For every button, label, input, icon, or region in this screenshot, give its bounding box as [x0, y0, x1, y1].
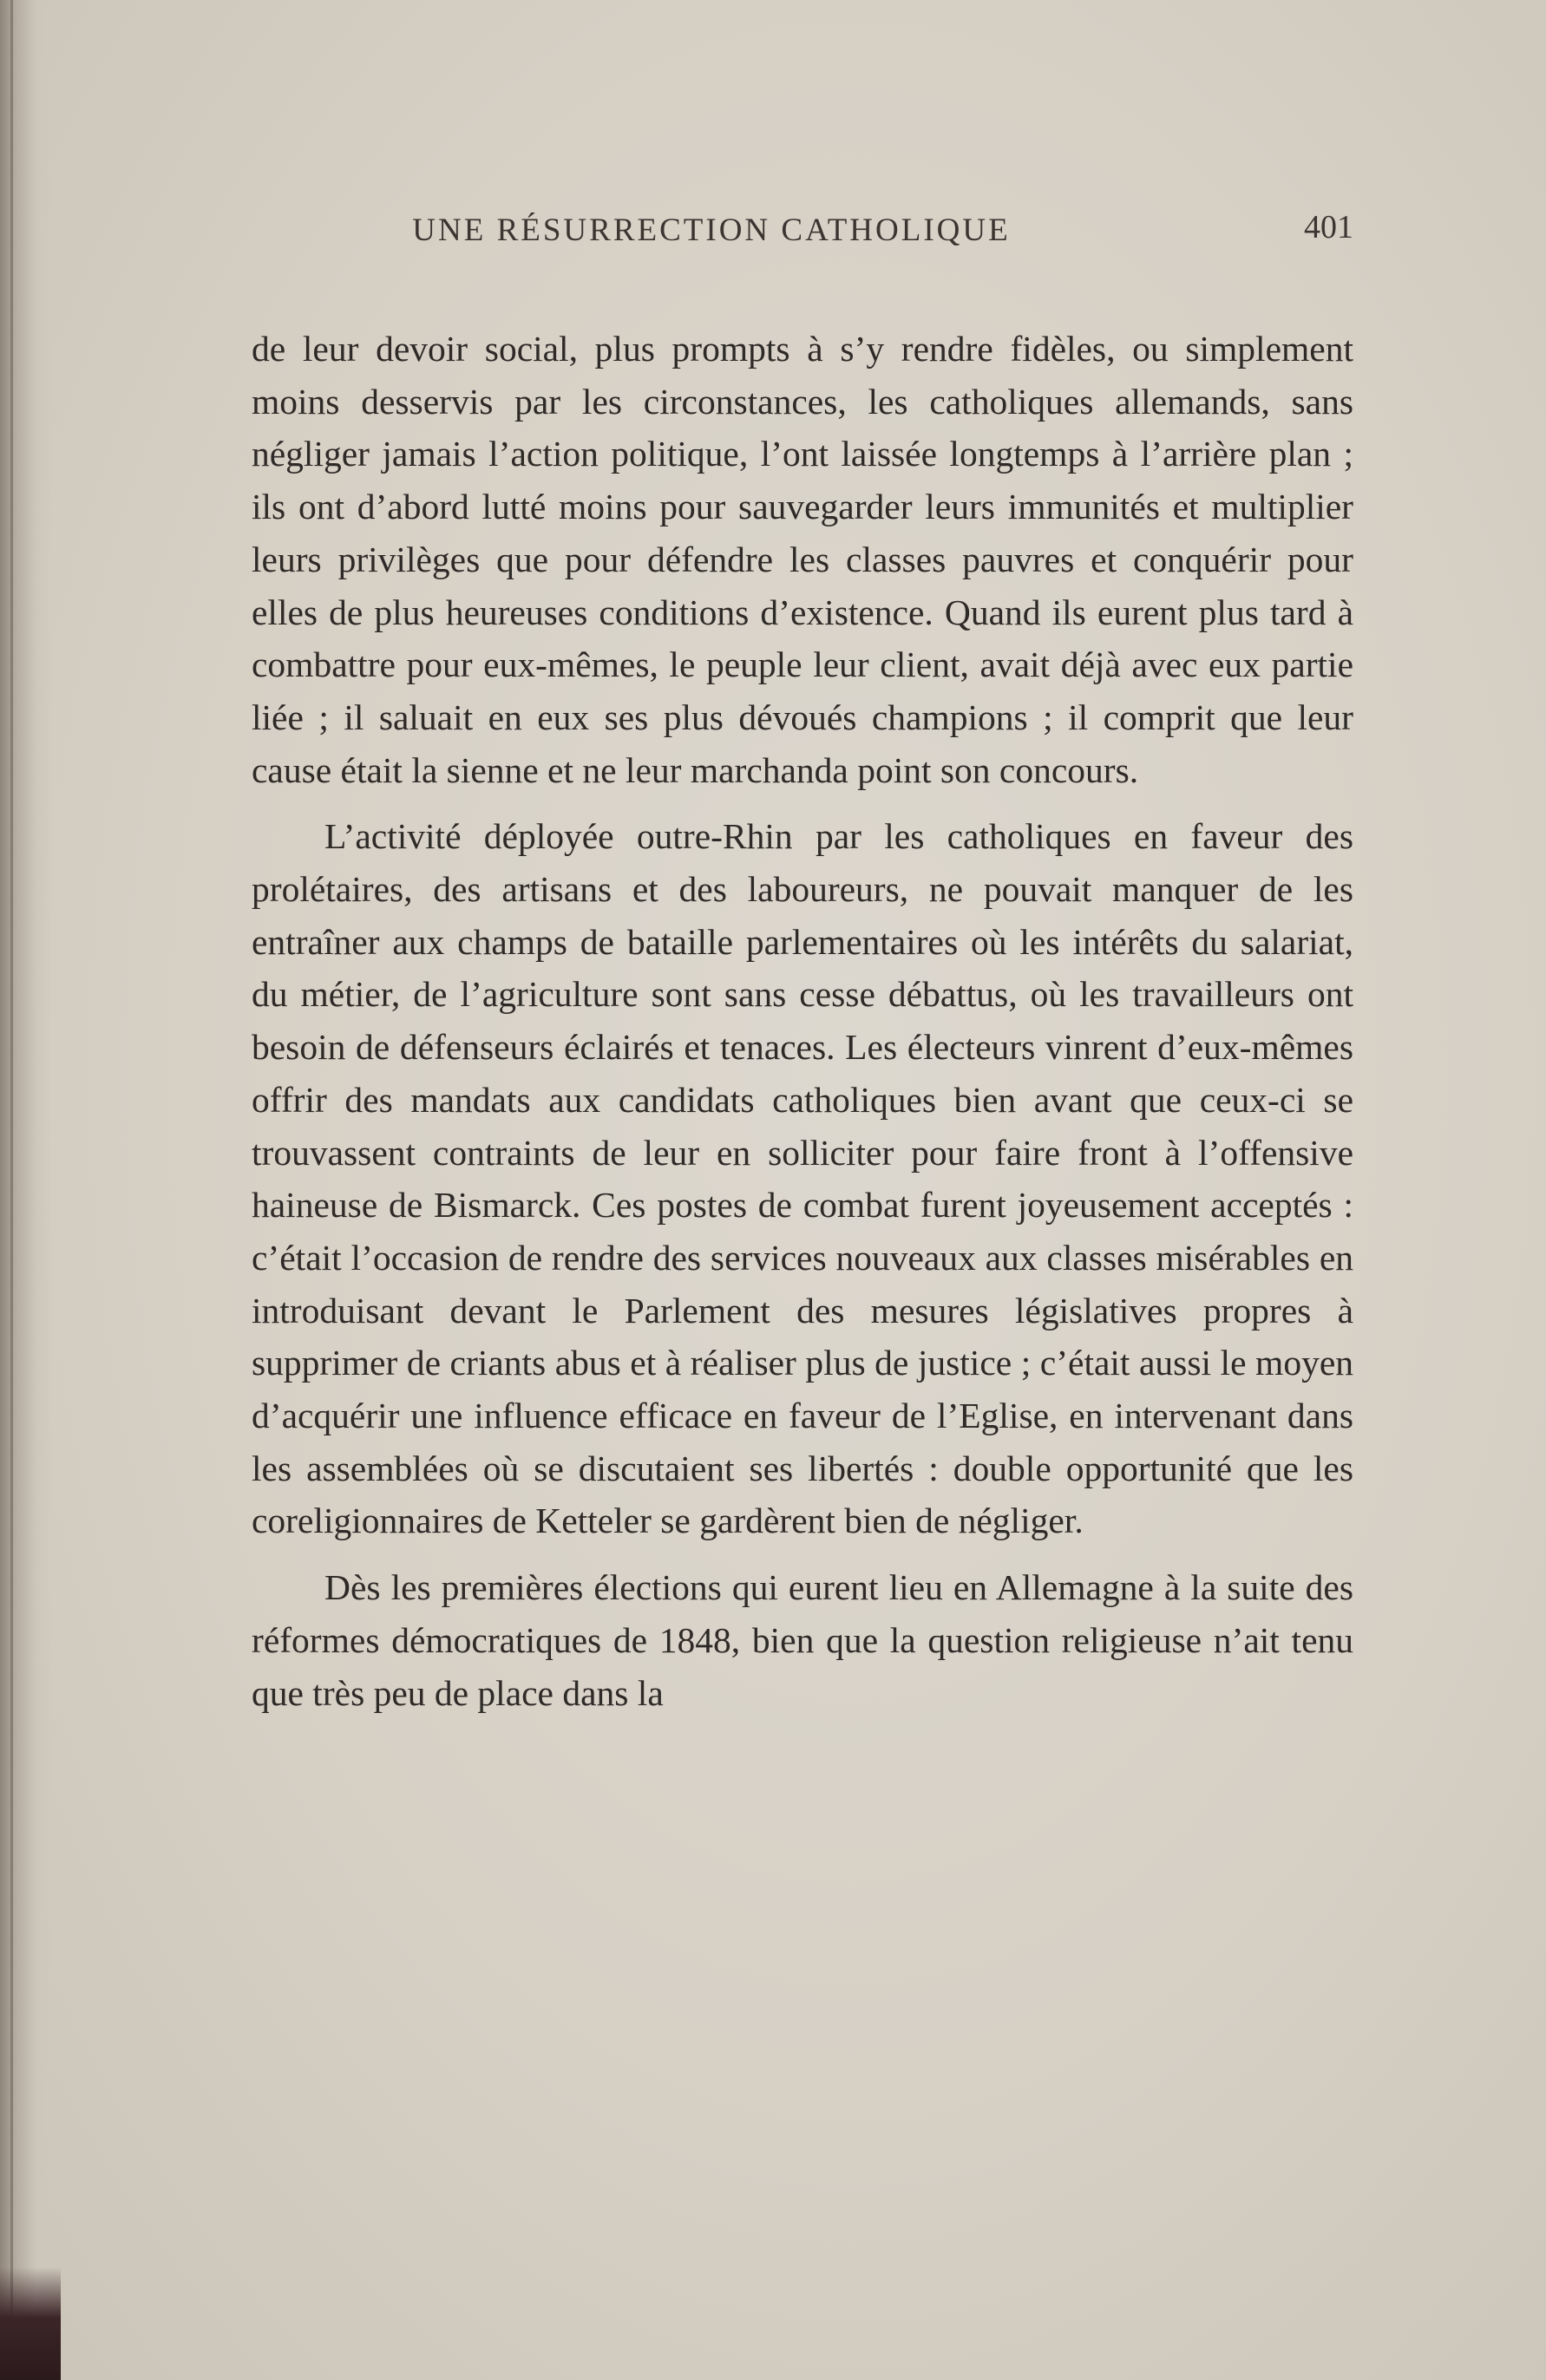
paragraph: Dès les premières élections qui eurent lieu en Allemagne à la suite des réformes démocratiques de 1848, bien que la question religieuse n’ait tenu que très peu de place dans la: [252, 1567, 1353, 1713]
paragraph: L’activité déployée outre-Rhin par les catholiques en faveur des prolétaires, des artisans et des laboureurs, ne pouvait manquer de les entraîner aux champs de bataille parlementaires où les intérêts du salariat, du métier, de l’agriculture sont sans cesse débattus, où les travailleurs ont besoin de défenseurs éclairés et tenaces. Les électeurs vinrent d’eux-mêmes offrir des mandats aux candidats catholiques bien avant que ceux-ci se trouvassent contraints de leur en solliciter pour faire front à l’offensive haineuse de Bismarck. Ces postes de combat furent joyeusement acceptés : c’était l’occasion de rendre des services nouveaux aux classes misérables en introduisant devant le Parlement des mesures législatives propres à supprimer de criants abus et à réaliser plus de justice ; c’était aussi le moyen d’acquérir une influence efficace en faveur de l’Eglise, en intervenant dans les assemblées où se discutaient ses libertés : double opportunité que les coreligionnaires de Ketteler se gardèrent bien de négliger.: [252, 816, 1353, 1541]
page-header: [252, 209, 1353, 264]
page-number: 401: [1304, 209, 1353, 245]
binding-edge-line: [10, 0, 13, 2380]
binding-gutter: [0, 0, 52, 2380]
body-text: [252, 323, 1353, 1719]
running-title: UNE RÉSURRECTION CATHOLIQUE: [412, 212, 1011, 248]
paragraph-continuation: de leur devoir social, plus prompts à s’y rendre fidèles, ou simplement moins desservis par les circonstances, les catholiques allemands, sans négliger jamais l’action politique, l’ont laissée longtemps à l’arrière plan ; ils ont d’abord lutté moins pour sauvegarder leurs immunités et multiplier leurs privilèges que pour défendre les classes pauvres et conquérir pour elles de plus heureuses conditions d’existence. Quand ils eurent plus tard à combattre pour eux-mêmes, le peuple leur client, avait déjà avec eux partie liée ; il saluait en eux ses plus dévoués champions ; il comprit que leur cause était la sienne et ne leur marchanda point son concours.: [252, 329, 1353, 790]
cover-corner: [0, 2267, 61, 2380]
